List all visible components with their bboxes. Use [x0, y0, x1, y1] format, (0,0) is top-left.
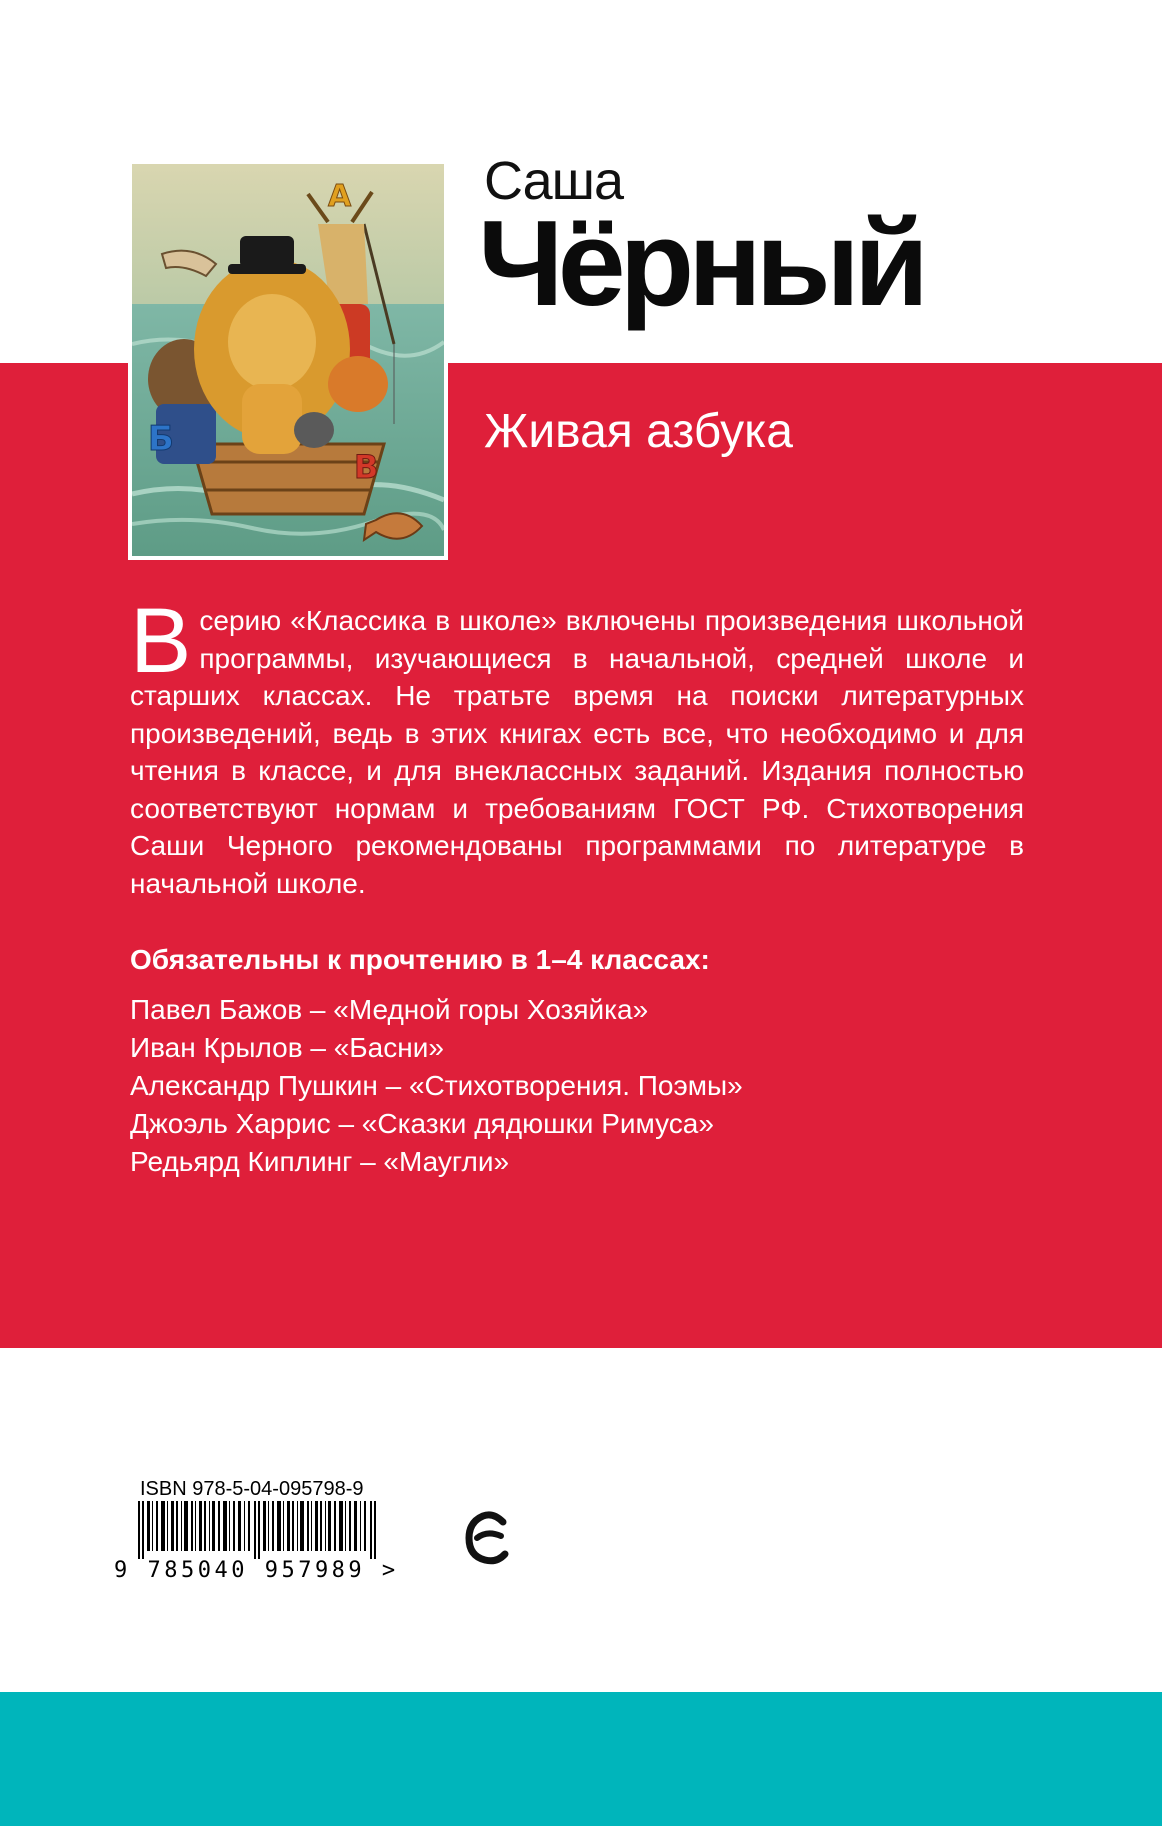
barcode-graphic [138, 1501, 382, 1559]
required-reading-heading: Обязательны к прочтению в 1–4 классах: [130, 944, 710, 975]
letter-b-glyph: Б [148, 419, 174, 459]
series-description [130, 590, 1024, 902]
teal-bottom-stripe [0, 1692, 1162, 1826]
cover-illustration [128, 160, 448, 560]
reading-list-item: Редьярд Киплинг – «Маугли» [130, 1146, 510, 1177]
eksmo-e-logo-icon [463, 1508, 513, 1566]
letter-a-glyph: А [328, 179, 352, 214]
author-last-name: Чёрный [478, 195, 923, 331]
series-description-text: серию «Классика в школе» включены произведения школьной программы, изучающиеся в начальной, средней школе и старших классах. Не тратьте время на поиски литературных произведений, ведь в этих книгах есть все, что необходимо и для чтения в классе, и для внеклассных заданий. Издания полностью соответствуют нормам и требованиям ГОСТ РФ. Стихотворения Саши Черного рекомендованы программами по литературе в начальной школе. [130, 605, 1024, 899]
barcode-digits: 9 785040 957989 > [114, 1558, 399, 1583]
author-first-name: Саша [484, 151, 623, 211]
reading-list-item: Иван Крылов – «Басни» [130, 1032, 444, 1063]
letter-v-glyph: В [354, 448, 379, 486]
book-title: Живая азбука [484, 405, 793, 458]
drop-cap-letter: В [130, 590, 192, 692]
reading-list-item: Александр Пушкин – «Стихотворения. Поэмы» [130, 1070, 743, 1101]
reading-list-item: Джоэль Харрис – «Сказки дядюшки Римуса» [130, 1108, 714, 1139]
required-reading-list [130, 991, 743, 1181]
isbn-number: ISBN 978-5-04-095798-9 [140, 1478, 364, 1500]
reading-list-item: Павел Бажов – «Медной горы Хозяйка» [130, 994, 649, 1025]
